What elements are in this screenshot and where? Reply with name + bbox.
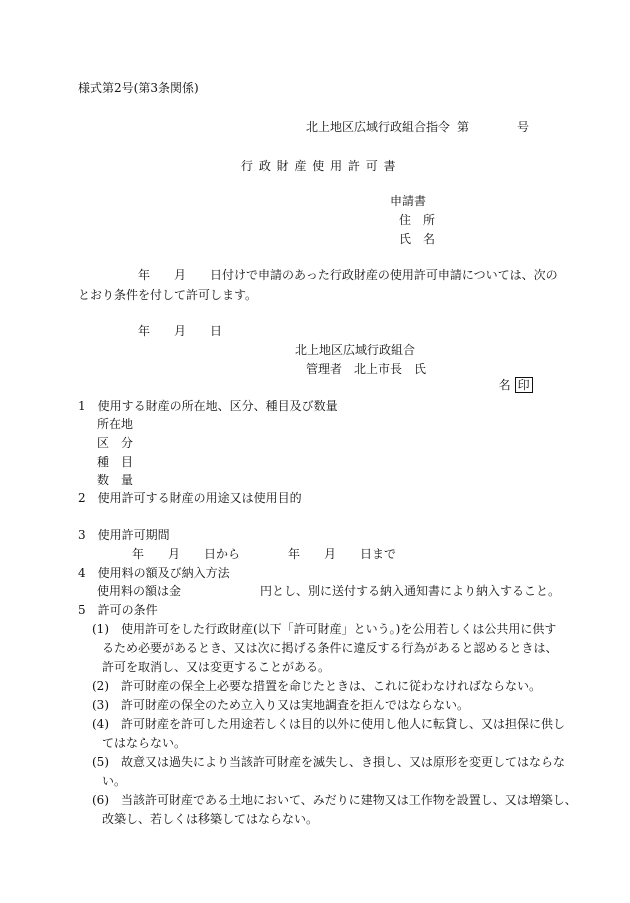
section-1-item: 種 目 — [97, 455, 134, 469]
condition-6-line-2: 改築し、若しくは移築してはならない。 — [102, 812, 319, 826]
condition-2: (2) 許可財産の保全上必要な措置を命じたときは、これに従わなければならない。 — [92, 679, 542, 693]
condition-4-line-2: てはならない。 — [102, 736, 187, 750]
section-1-item: 数 量 — [97, 473, 134, 487]
number-dai: 第 — [457, 120, 470, 134]
section-1-item: 所在地 — [97, 417, 134, 431]
issuer-number-label: 北上地区広域行政組合指令 — [306, 120, 451, 134]
organization-name: 北上地区広域行政組合 — [295, 343, 416, 357]
body-line-1: 年 月 日付けで申請のあった行政財産の使用許可申請については、次の — [138, 268, 558, 282]
condition-5-line-2: い。 — [102, 774, 127, 788]
administrator-name-mei — [491, 361, 533, 393]
condition-1-line-2: るため必要があるとき、又は次に掲げる条件に違反する行為があると認めるときは、 — [102, 641, 558, 655]
condition-1-line-3: 許可を取消し、又は変更することがある。 — [102, 660, 331, 674]
section-4-fee-label: 使用料の額は金 — [97, 584, 182, 598]
number-go: 号 — [517, 120, 530, 134]
issue-date: 年 月 日 — [138, 324, 223, 338]
applicant-label: 申請書 — [390, 194, 427, 208]
section-4-title: 4 使用料の額及び納入方法 — [78, 566, 230, 580]
mei-label: 名 — [498, 378, 511, 392]
applicant-address-label: 住 所 — [399, 213, 436, 227]
condition-3: (3) 許可財産の保全のため立入り又は実地調査を拒んではならない。 — [92, 698, 470, 712]
section-3-period: 年 月 日から 年 月 日まで — [132, 547, 397, 561]
document-title: 行 政 財 産 使 用 許 可 書 — [241, 159, 397, 173]
section-1-title: 1 使用する財産の所在地、区分、種目及び数量 — [78, 399, 338, 413]
form-label: 様式第2号(第3条関係) — [78, 81, 199, 95]
seal-mark: 印 — [515, 377, 533, 393]
administrator-line: 管理者 北上市長 氏 — [306, 362, 427, 376]
condition-1-line-1: (1) 使用許可をした行政財産(以下「許可財産」という。)を公用若しくは公共用に供す — [92, 622, 557, 636]
condition-5-line-1: (5) 故意又は過失により当該許可財産を滅失し、き損し、又は原形を変更してはならな — [92, 755, 566, 769]
condition-6-line-1: (6) 当該許可財産である土地において、みだりに建物又は工作物を設置し、又は増築し、 — [92, 793, 577, 807]
applicant-name-label: 氏 名 — [399, 232, 436, 246]
section-4-fee-method: 円とし、別に送付する納入通知書により納入すること。 — [260, 584, 561, 598]
section-2-title: 2 使用許可する財産の用途又は使用目的 — [78, 491, 302, 505]
condition-4-line-1: (4) 許可財産を許可した用途若しくは目的以外に使用し他人に転貸し、又は担保に供し — [92, 717, 566, 731]
section-3-title: 3 使用許可期間 — [78, 528, 170, 542]
section-5-title: 5 許可の条件 — [78, 603, 158, 617]
body-line-2: とおり条件を付して許可します。 — [78, 288, 258, 302]
section-1-item: 区 分 — [97, 436, 134, 450]
